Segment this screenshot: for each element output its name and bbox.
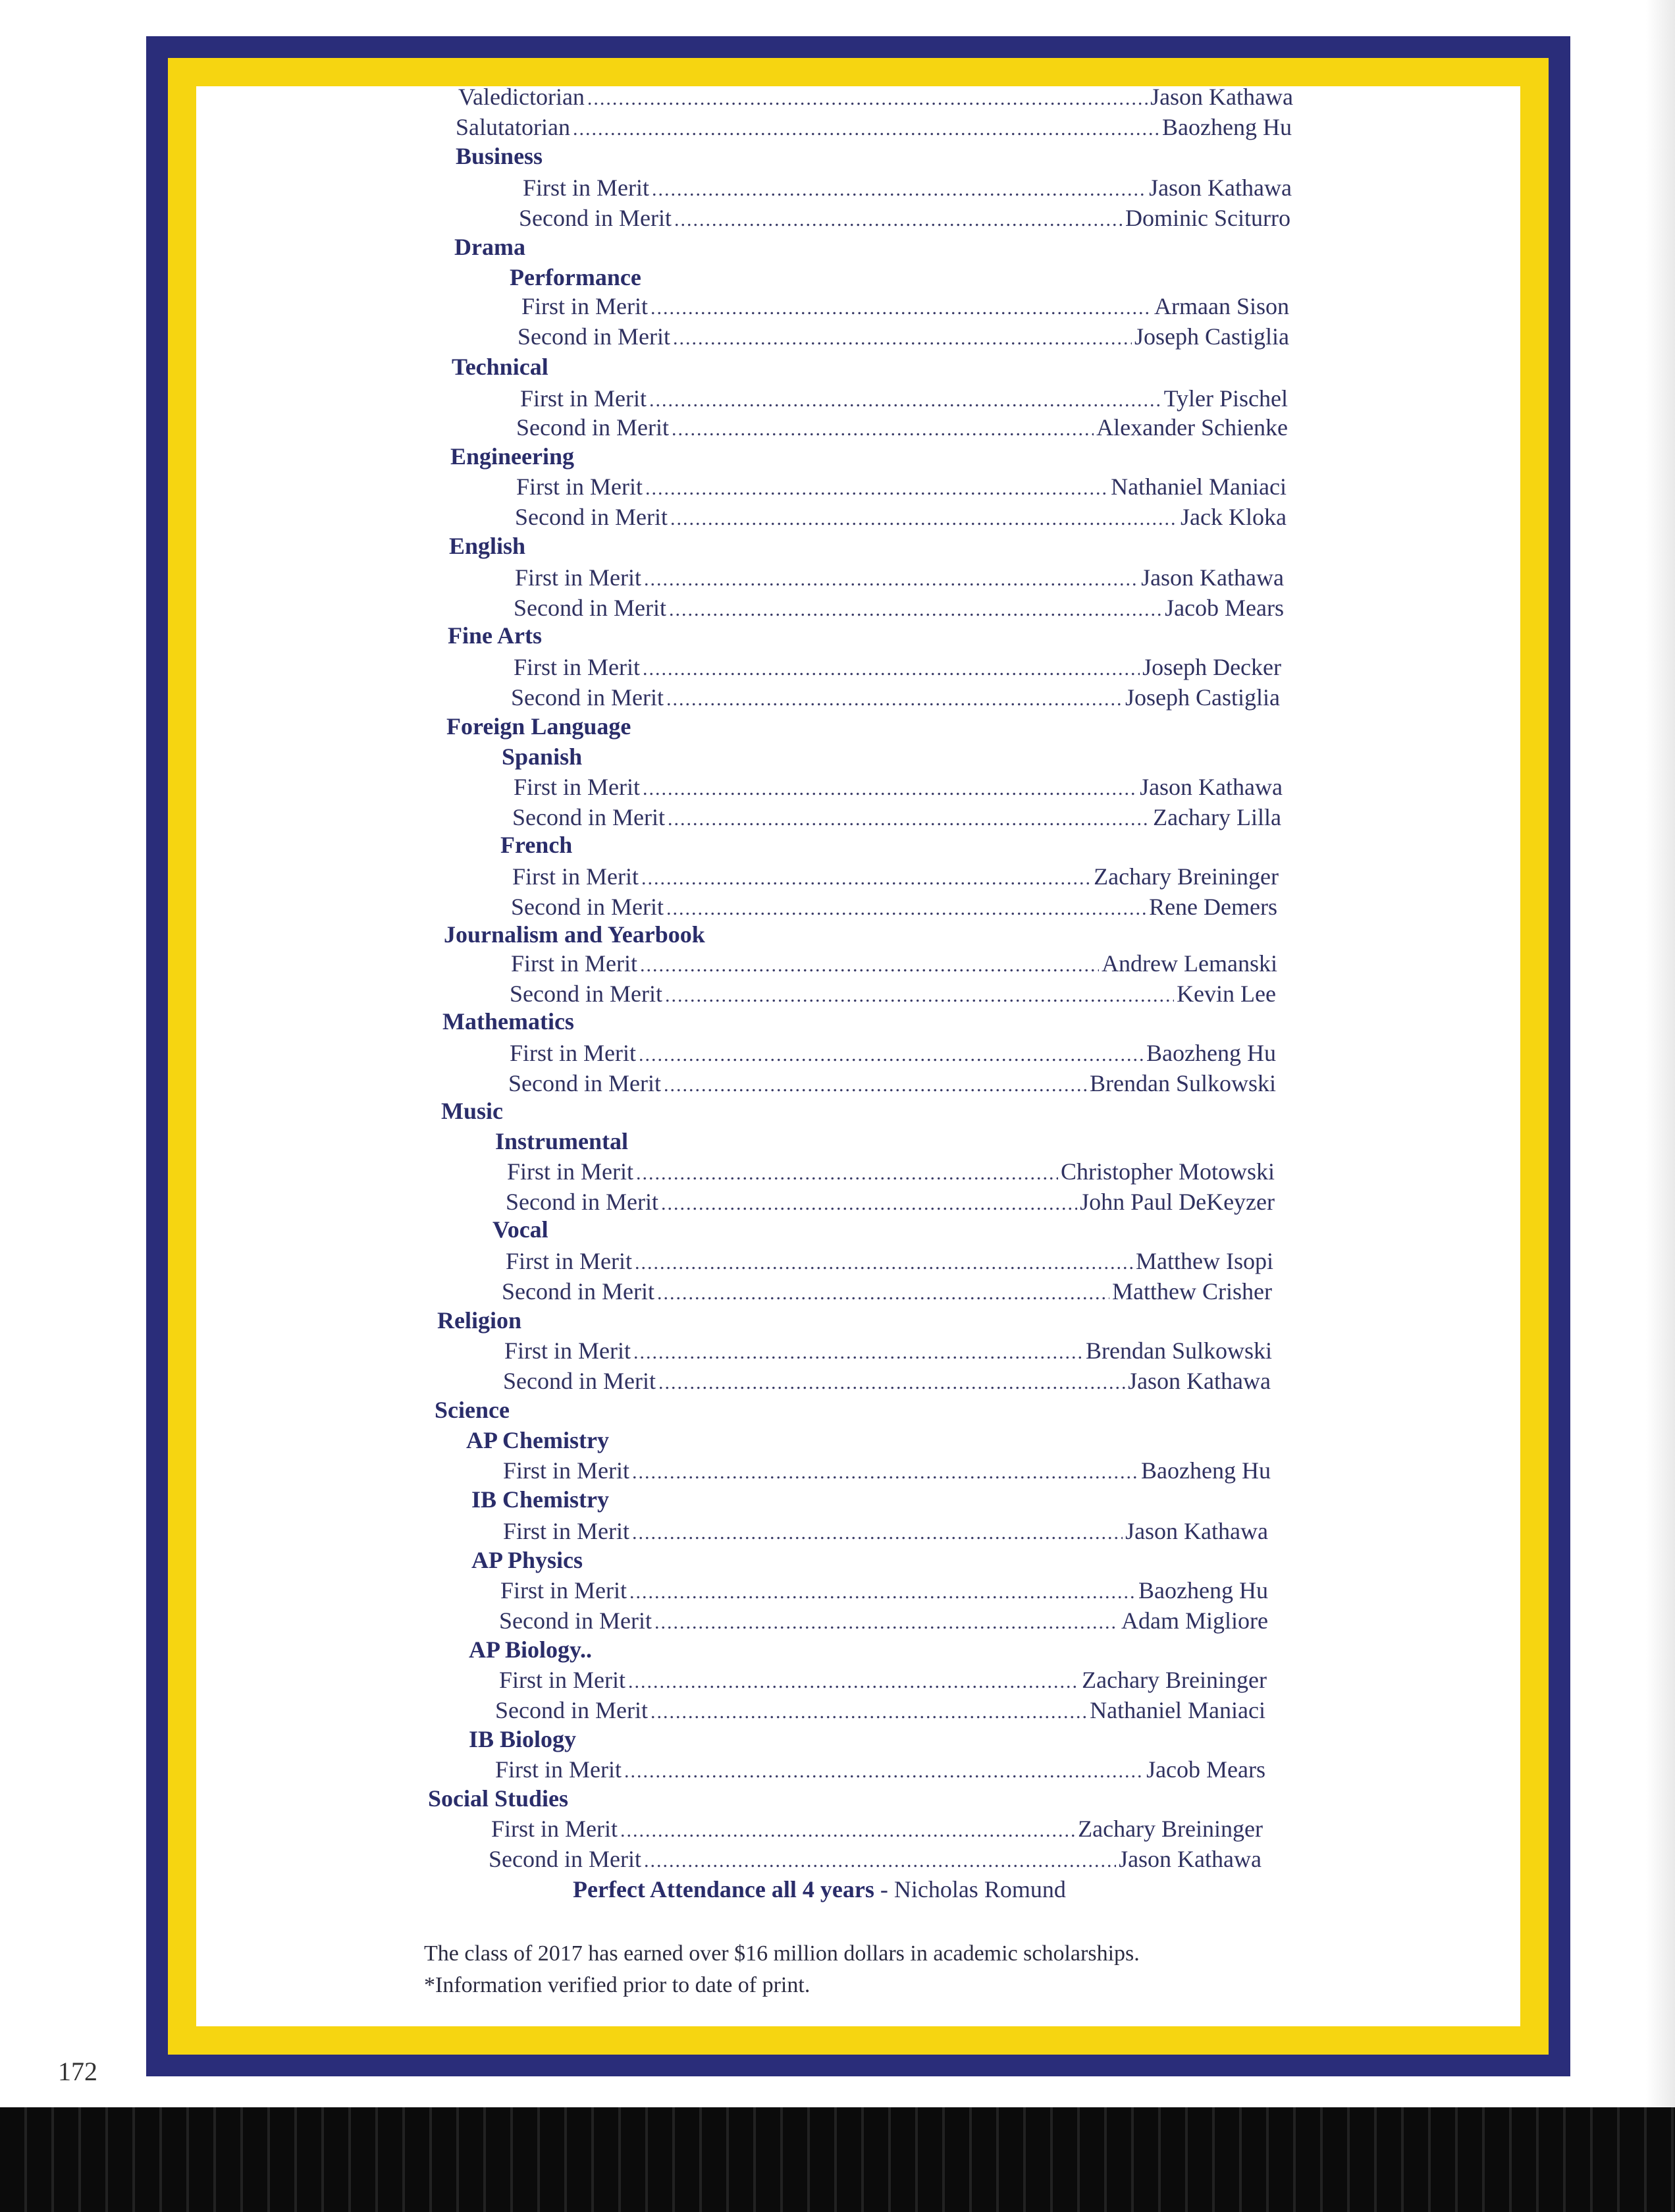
leader-dots [632, 1461, 1138, 1484]
leader-dots [664, 1074, 1087, 1096]
leader-dots [644, 568, 1138, 591]
leader-dots [666, 688, 1123, 711]
leader-dots [652, 178, 1146, 201]
department-heading: Music [441, 1098, 503, 1124]
leader-dots [636, 1162, 1058, 1185]
award-row [516, 414, 1288, 445]
leader-dots [657, 1282, 1109, 1305]
department-heading: Journalism and Yearbook [444, 921, 705, 948]
award-row [512, 803, 1281, 835]
award-recipient: Zachary Breininger [1082, 1667, 1267, 1693]
leader-dots [645, 477, 1108, 500]
award-recipient: Jason Kathawa [1140, 774, 1283, 800]
award-row [507, 1158, 1275, 1189]
leader-dots [629, 1581, 1136, 1604]
leader-dots [640, 954, 1099, 977]
award-row [518, 323, 1289, 354]
leader-dots [628, 1671, 1079, 1693]
leader-dots [669, 599, 1162, 621]
award-label: First in Merit [503, 1518, 630, 1544]
award-row [512, 863, 1279, 894]
award-recipient: Alexander Schienke [1096, 414, 1288, 441]
department-heading: Social Studies [428, 1785, 569, 1812]
award-recipient: Brendan Sulkowski [1086, 1337, 1272, 1364]
leader-dots [670, 508, 1178, 530]
award-label: First in Merit [514, 654, 641, 680]
award-row [495, 1756, 1265, 1787]
award-recipient: Joseph Decker [1142, 654, 1281, 680]
award-row [506, 1188, 1275, 1220]
leader-dots [632, 1522, 1123, 1544]
perfect-attendance-line [573, 1875, 1066, 1903]
award-row [515, 564, 1284, 595]
department-heading: Fine Arts [448, 622, 542, 649]
award-recipient: Armaan Sison [1154, 293, 1289, 319]
award-label: First in Merit [520, 385, 647, 412]
award-label: First in Merit [507, 1158, 634, 1185]
award-row [519, 204, 1290, 236]
award-recipient: Andrew Lemanski [1102, 950, 1277, 977]
award-recipient: Jason Kathawa [1150, 84, 1293, 110]
leader-dots [666, 898, 1146, 920]
award-label: Second in Merit [515, 504, 668, 530]
leader-dots [643, 658, 1140, 680]
leader-dots [651, 1701, 1087, 1723]
award-recipient: Joseph Castiglia [1134, 323, 1289, 350]
award-label: First in Merit [500, 1577, 627, 1604]
award-row [510, 980, 1276, 1012]
award-label: First in Merit [504, 1337, 631, 1364]
award-recipient: Joseph Castiglia [1125, 684, 1280, 711]
award-recipient: Jason Kathawa [1149, 175, 1292, 201]
award-row [456, 113, 1292, 145]
award-label: Second in Merit [506, 1189, 658, 1215]
award-label: First in Merit [523, 175, 650, 201]
department-heading: Science [435, 1397, 510, 1423]
award-recipient: Nathaniel Maniaci [1111, 473, 1287, 500]
leader-dots [661, 1193, 1077, 1215]
award-label: Second in Merit [503, 1368, 656, 1394]
award-recipient: Adam Migliore [1121, 1607, 1268, 1634]
award-label: First in Merit [499, 1667, 626, 1693]
subdepartment-heading: IB Chemistry [471, 1486, 609, 1513]
subdepartment-heading: AP Physics [471, 1547, 583, 1573]
award-row [491, 1815, 1263, 1847]
award-recipient: Jason Kathawa [1128, 1368, 1271, 1394]
award-row [503, 1367, 1271, 1399]
perfect-attendance-recipient: Nicholas Romund [893, 1876, 1066, 1902]
award-label: Second in Merit [512, 804, 665, 830]
award-label: First in Merit [503, 1457, 630, 1484]
award-row [511, 684, 1280, 715]
award-recipient: Jason Kathawa [1125, 1518, 1268, 1544]
leader-dots [651, 297, 1152, 319]
leader-dots [649, 389, 1161, 412]
award-recipient: Baozheng Hu [1162, 114, 1292, 140]
award-row [508, 1069, 1276, 1101]
award-recipient: Rene Demers [1149, 894, 1277, 920]
award-recipient: Christopher Motowski [1060, 1158, 1275, 1185]
award-label: Second in Merit [511, 894, 664, 920]
award-recipient: Matthew Crisher [1112, 1278, 1272, 1305]
award-label: Second in Merit [518, 323, 670, 350]
award-label: Second in Merit [510, 981, 662, 1007]
award-label: Second in Merit [516, 414, 669, 441]
award-recipient: Zachary Breininger [1078, 1816, 1263, 1842]
award-recipient: Baozheng Hu [1138, 1577, 1268, 1604]
award-recipient: Baozheng Hu [1141, 1457, 1271, 1484]
department-heading: Drama [454, 234, 525, 260]
leader-dots [674, 209, 1123, 231]
verification-note: *Information verified prior to date of print. [424, 1973, 811, 1997]
award-label: Second in Merit [502, 1278, 654, 1305]
award-recipient: Jason Kathawa [1141, 564, 1284, 591]
subdepartment-heading: French [500, 832, 573, 858]
leader-dots [573, 118, 1159, 140]
leader-dots [633, 1341, 1083, 1364]
award-row [504, 1337, 1272, 1368]
award-row [503, 1517, 1268, 1549]
subdepartment-heading: AP Biology.. [469, 1636, 593, 1663]
award-label: Second in Merit [514, 595, 666, 621]
award-row [506, 1247, 1273, 1279]
award-row [511, 950, 1277, 981]
award-row [499, 1666, 1267, 1698]
award-label: First in Merit [514, 774, 641, 800]
award-label: Valedictorian [458, 84, 585, 110]
leader-dots [639, 1044, 1144, 1066]
subdepartment-heading: IB Biology [469, 1726, 577, 1752]
award-recipient: Jacob Mears [1146, 1756, 1265, 1783]
award-row [514, 594, 1284, 626]
subdepartment-heading: Vocal [492, 1216, 548, 1243]
award-label: Second in Merit [499, 1607, 652, 1634]
attendance-separator: - [874, 1876, 894, 1902]
award-label: First in Merit [510, 1040, 637, 1066]
award-row [515, 503, 1287, 535]
leader-dots [635, 1252, 1133, 1274]
award-label: Second in Merit [519, 205, 672, 231]
award-row [516, 473, 1287, 504]
award-row [514, 773, 1283, 805]
award-recipient: Brendan Sulkowski [1090, 1070, 1276, 1096]
award-recipient: Jack Kloka [1181, 504, 1287, 530]
award-row [499, 1607, 1268, 1638]
award-row [502, 1278, 1272, 1309]
award-label: Salutatorian [456, 114, 570, 140]
subdepartment-heading: Spanish [502, 743, 583, 770]
leader-dots [587, 88, 1148, 110]
award-row [458, 83, 1293, 115]
award-label: Second in Merit [495, 1697, 648, 1723]
award-recipient: Matthew Isopi [1136, 1248, 1273, 1274]
department-heading: Religion [437, 1307, 522, 1334]
award-row [511, 893, 1277, 925]
subdepartment-heading: Performance [510, 264, 641, 290]
award-recipient: Dominic Sciturro [1125, 205, 1290, 231]
award-row [510, 1039, 1276, 1071]
department-heading: Engineering [450, 443, 575, 470]
leader-dots [624, 1760, 1144, 1783]
subdepartment-heading: Instrumental [495, 1128, 629, 1154]
award-row [500, 1577, 1268, 1608]
award-recipient: Zachary Lilla [1153, 804, 1281, 830]
award-row [495, 1696, 1265, 1728]
scholarship-note: The class of 2017 has earned over $16 million dollars in academic scholarships. [424, 1941, 1140, 1966]
leader-dots [672, 418, 1094, 441]
leader-dots [620, 1820, 1075, 1842]
award-recipient: Tyler Pischel [1163, 385, 1288, 412]
award-recipient: Nathaniel Maniaci [1090, 1697, 1265, 1723]
page-number: 172 [58, 2057, 97, 2086]
department-heading: Mathematics [442, 1008, 574, 1035]
award-recipient: Baozheng Hu [1146, 1040, 1276, 1066]
award-recipient: Jacob Mears [1165, 595, 1284, 621]
leader-dots [658, 1372, 1125, 1394]
leader-dots [643, 778, 1137, 800]
department-heading: English [449, 533, 526, 559]
award-recipient: Jason Kathawa [1119, 1846, 1262, 1872]
leader-dots [673, 327, 1132, 350]
award-label: Second in Merit [511, 684, 664, 711]
award-label: Second in Merit [489, 1846, 641, 1872]
award-label: First in Merit [512, 863, 639, 890]
award-row [489, 1845, 1262, 1877]
award-recipient: Zachary Breininger [1094, 863, 1279, 890]
subdepartment-heading: Technical [452, 354, 548, 380]
award-row [503, 1457, 1271, 1488]
leader-dots [668, 808, 1150, 830]
perfect-attendance-label: Perfect Attendance all 4 years [573, 1876, 874, 1902]
leader-dots [654, 1611, 1119, 1634]
award-label: First in Merit [491, 1816, 618, 1842]
award-row [523, 174, 1292, 205]
department-heading: Foreign Language [446, 713, 631, 740]
award-row [514, 653, 1281, 685]
award-label: First in Merit [511, 950, 638, 977]
leader-dots [644, 1850, 1116, 1872]
award-label: First in Merit [506, 1248, 633, 1274]
leader-dots [665, 985, 1174, 1007]
award-recipient: Kevin Lee [1177, 981, 1276, 1007]
award-label: Second in Merit [508, 1070, 661, 1096]
award-label: First in Merit [516, 473, 643, 500]
department-heading: Business [456, 143, 543, 169]
award-recipient: John Paul DeKeyzer [1080, 1189, 1275, 1215]
award-row [521, 292, 1289, 324]
award-row [520, 385, 1288, 416]
leader-dots [641, 867, 1091, 890]
award-label: First in Merit [495, 1756, 622, 1783]
award-label: First in Merit [515, 564, 642, 591]
award-label: First in Merit [521, 293, 649, 319]
subdepartment-heading: AP Chemistry [466, 1427, 609, 1453]
